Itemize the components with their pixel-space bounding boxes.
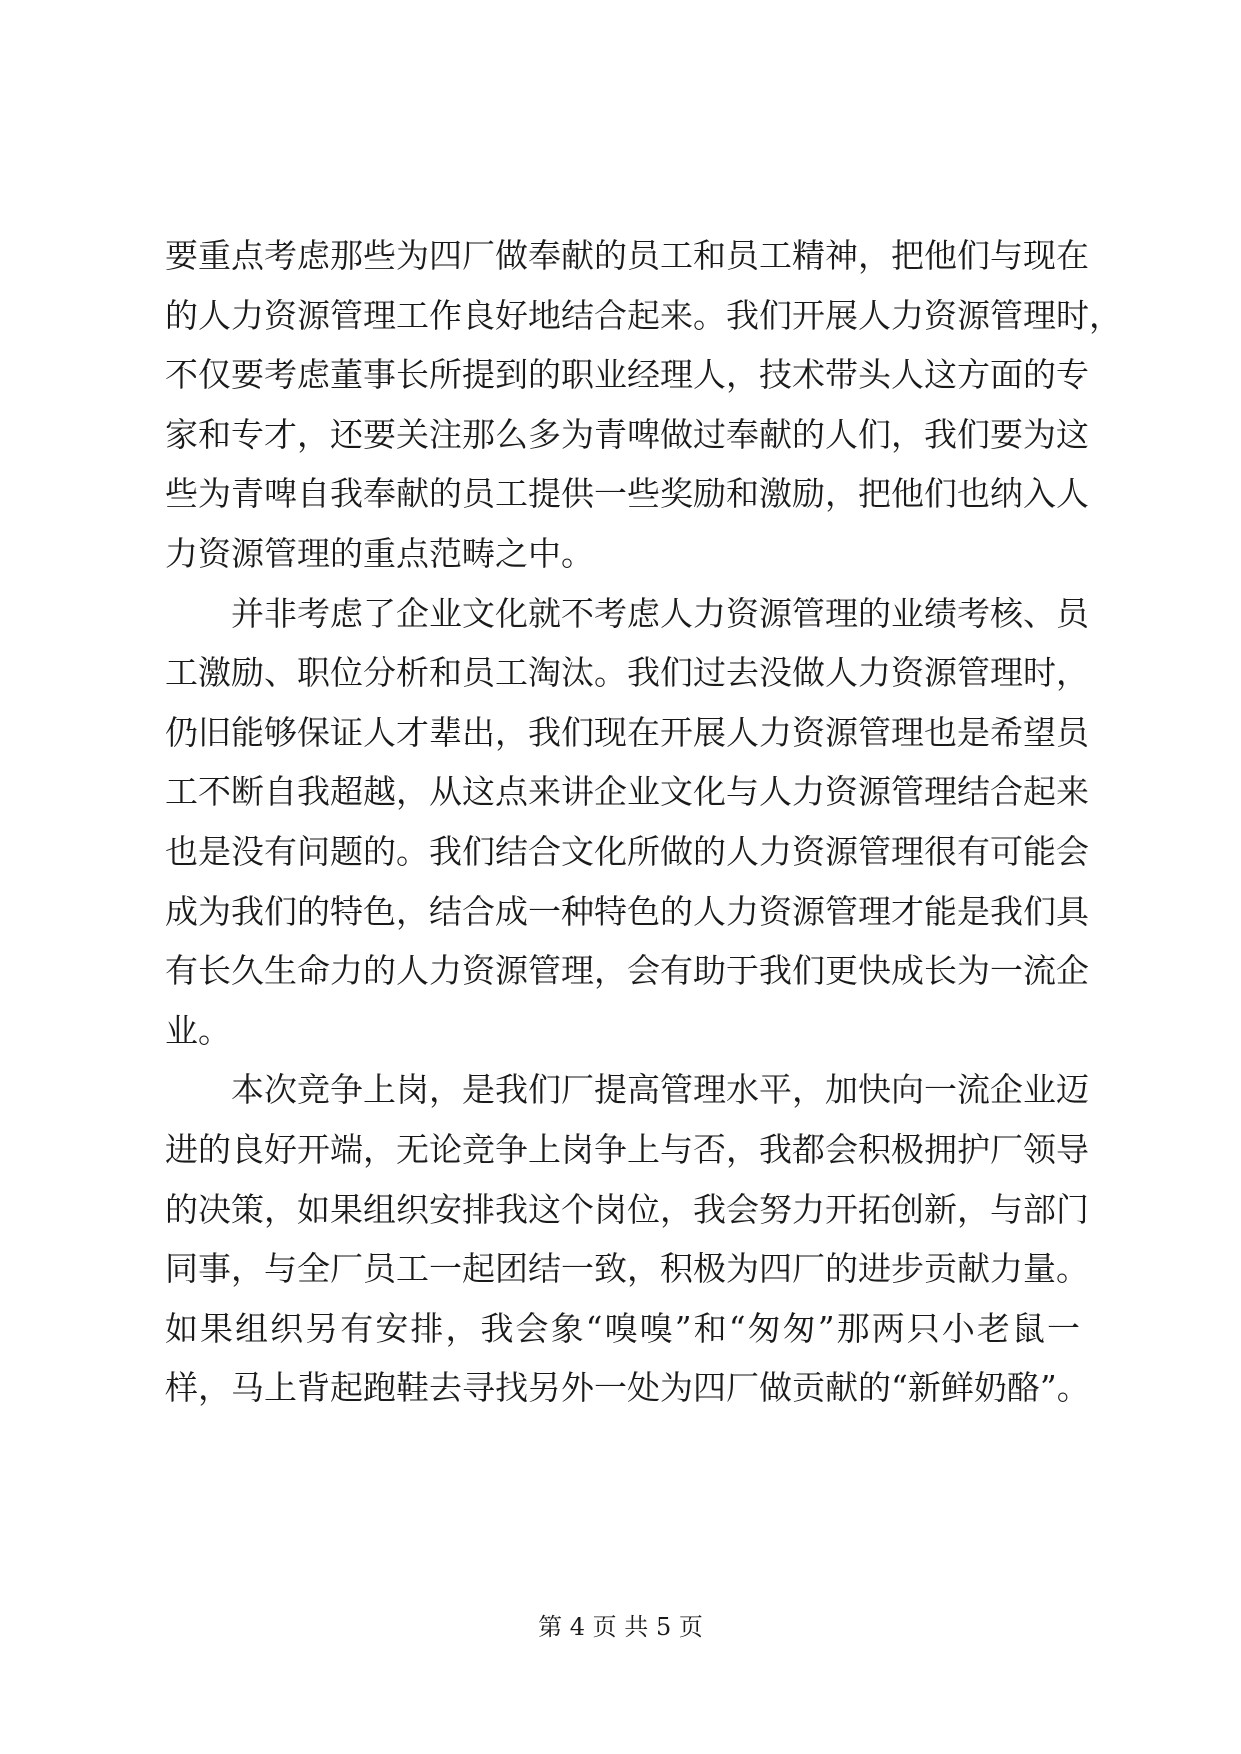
- text-line: 工激励、职位分析和员工淘汰。我们过去没做人力资源管理时，: [165, 653, 1089, 693]
- text-line: 工不断自我超越，从这点来讲企业文化与人力资源管理结合起来: [165, 772, 1089, 812]
- text-line: 样，马上背起跑鞋去寻找另外一处为四厂做贡献的“新鲜奶酪”。: [165, 1368, 1090, 1408]
- page-number-footer: 第 4 页 共 5 页: [538, 1613, 703, 1641]
- document-body: [165, 226, 1122, 1418]
- text-line: 业。: [165, 1010, 231, 1050]
- text-line: 力资源管理的重点范畴之中。: [165, 533, 594, 573]
- text-line: 的人力资源管理工作良好地结合起来。我们开展人力资源管理时，: [165, 295, 1122, 335]
- paragraph-3: [165, 1060, 1090, 1418]
- text-line: 进的良好开端，无论竞争上岗争上与否，我都会积极拥护厂领导: [165, 1129, 1089, 1169]
- text-line: 家和专才，还要关注那么多为青啤做过奉献的人们，我们要为这: [165, 414, 1089, 454]
- text-line: 些为青啤自我奉献的员工提供一些奖励和激励，把他们也纳入人: [165, 474, 1089, 514]
- text-line: 仍旧能够保证人才辈出，我们现在开展人力资源管理也是希望员: [165, 712, 1089, 752]
- paragraph-2: [165, 584, 1089, 1061]
- text-line: 不仅要考虑董事长所提到的职业经理人，技术带头人这方面的专: [165, 355, 1089, 395]
- text-line: 如果组织另有安排，我会象“嗅嗅”和“匆匆”那两只小老鼠一: [165, 1308, 1080, 1348]
- text-line: 也是没有问题的。我们结合文化所做的人力资源管理很有可能会: [165, 831, 1089, 871]
- text-line: 的决策，如果组织安排我这个岗位，我会努力开拓创新，与部门: [165, 1189, 1089, 1229]
- text-line: 本次竞争上岗，是我们厂提高管理水平，加快向一流企业迈: [231, 1070, 1089, 1110]
- text-line: 成为我们的特色，结合成一种特色的人力资源管理才能是我们具: [165, 891, 1089, 931]
- text-line: 要重点考虑那些为四厂做奉献的员工和员工精神，把他们与现在: [165, 236, 1089, 275]
- text-line: 有长久生命力的人力资源管理，会有助于我们更快成长为一流企: [165, 951, 1089, 991]
- text-line: 并非考虑了企业文化就不考虑人力资源管理的业绩考核、员: [231, 593, 1089, 633]
- paragraph-1: [165, 226, 1122, 584]
- text-line: 同事，与全厂员工一起团结一致，积极为四厂的进步贡献力量。: [165, 1249, 1089, 1289]
